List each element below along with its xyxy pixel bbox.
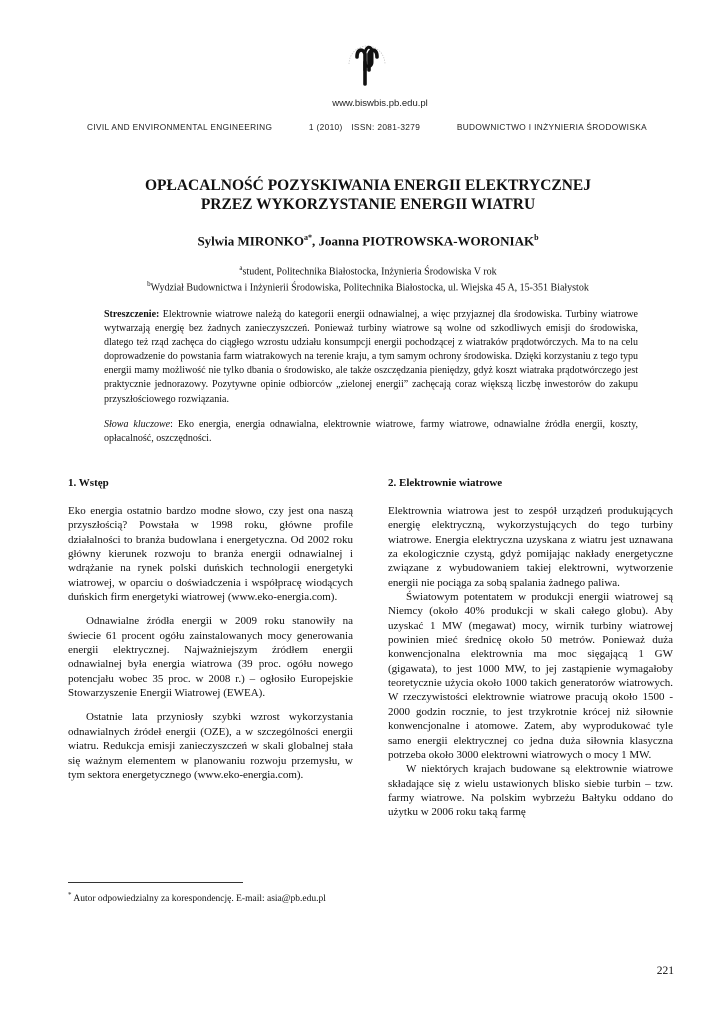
affiliation-a: $^a$student, Politechnika Białostocka, Inżynieria Środowiska V rok <box>239 264 497 278</box>
author-list <box>70 233 666 249</box>
author-1: Sylwia MIRONKO <box>197 233 304 249</box>
footnote <box>68 891 468 904</box>
page-number: 221 <box>656 965 674 977</box>
author-2-mark: b <box>534 233 539 242</box>
journal-url: www.biswbis.pb.edu.pl <box>332 98 428 109</box>
affiliation-b-mark: b <box>147 280 151 289</box>
section-2-paragraph: W niektórych krajach budowane są elektrownie wiatrowe składające się z wielu ustawionych blisko siebie turbin – tzw. farmy wiatrowe. Na polskim wybrzeżu Bałtyku oddano do użytku w 2006 roku taką farmę <box>388 763 673 819</box>
section-2-heading: 2. Elektrownie wiatrowe <box>388 477 503 489</box>
title-line-2: PRZEZ WYKORZYSTANIE ENERGII WIATRU <box>200 196 536 213</box>
footnote-mark: * <box>68 891 72 899</box>
journal-logo-icon <box>336 40 398 92</box>
section-1-paragraph: Ostatnie lata przyniosły szybki wzrost wykorzystania odnawialnych źródeł energii (OZE), a w szczególności energii wiatru. Redukcja emisji zanieczyszczeń w skali globalnej stała się ważnym elementem w planowaniu rozwoju przemysłu, w tym sektora energetycznego (www.eko-energia.com). <box>68 711 353 781</box>
author-separator: , <box>311 233 319 249</box>
section-2-paragraph: Światowym potentatem w produkcji energii wiatrowej są Niemcy (około 40% produkcji w skali całego globu). Aby uzyskać 1 MW (megawat) mocy, wirnik turbiny wiatrowej powinien mieć średnicę około 50 metrów. Ponieważ duża konwencjonalna elektrownia ma moc sięgającą 1 GW (gigawata), to jest 1000 MW, to jej zastąpienie wymagałoby teoretycznie użycia około 1000 takich generatorów wiatrowych. W rzeczywistości elektrownie wiatrowe pracują około 1500 - 2000 godzin rocznie, to jest trzykrotnie krócej niż siłownie konwencjonalne i atomowe. Zatem, aby wyprodukować tyle samo energii elektrycznej co jedna duża siłownia klasyczna potrzeba około 3000 elektrowni wiatrowych o mocy 1 MW. <box>388 591 673 761</box>
section-introduction <box>68 476 353 792</box>
section-wind-plants <box>388 476 673 820</box>
keywords <box>104 418 638 446</box>
section-2-paragraph: Elektrownia wiatrowa jest to zespół urządzeń produkujących energię elektryczną, wykorzystujących do tego turbiny wiatrowe. Energia elektryczna uzyskana z wiatru jest uznawana za ekologicznie czystą, gdyż pomijając nakłady energetyczne związane z wybudowaniem takiej elektrowni, wytworzenie energii nie pociąga za sobą spalania żadnego paliwa. <box>388 505 673 589</box>
affiliation-b: $^b$Wydział Budownictwa i Inżynierii Środowiska, Politechnika Białostocka, ul. Wiejska 45 A, 15-351 Białystok <box>147 280 589 294</box>
footnote-divider <box>68 882 243 883</box>
footnote-text: Autor odpowiedzialny za korespondencję. E-mail: asia@pb.edu.pl <box>71 894 326 905</box>
section-1-paragraph: Odnawialne źródła energii w 2009 roku stanowiły na świecie 61 procent ogółu zainstalowanych mocy generowania energii elektrycznej. Najważniejszym źródłem energii odnawialnej była energia wiatrowa (39 proc. ogółu nowego potencjału wobec 35 proc. w 2008 r.) – ogłosiło Europejskie Stowarzyszenie Energii Wiatrowej (EWEA). <box>68 615 353 700</box>
abstract-text: Elektrownie wiatrowe należą do kategorii energii odnawialnej, a więc przyjaznej dla środowiska. Turbiny wiatrowe wytwarzają energię bez żadnych zanieczyszczeń. Ponieważ turbiny wiatrowe są wolne od szkodliwych emisji do środowiska, dlatego też rząd zachęca do ciągłego wzrostu udziału konsumpcji energii pochodzącej z wiatraków prądotwórczych. Ma to na celu doprowadzenie do powstania farm wiatrakowych na terenie kraju, a tym samym ochrony środowiska. Dzięki korzystaniu z tego typu energii mamy możliwość nie tylko dbania o środowisko, ale także oszczędzania pieniędzy, gdyż koszt wiatraka prądotwórczego jest praktycznie jednorazowy. Pozytywne opinie odbiorców „zielonej energii” zachęcają coraz większą liczbę inwestorów do zakupu przyszłościowego rozwiązania. <box>104 309 638 405</box>
keywords-text: : Eko energia, energia odnawialna, elektrownie wiatrowe, farmy wiatrowe, odnawialne źródła energii, koszty, opłacalność, oszczędności. <box>104 419 638 444</box>
journal-name-pl: BUDOWNICTWO I INŻYNIERIA ŚRODOWISKA <box>456 122 647 132</box>
section-1-paragraph: Eko energia ostatnio bardzo modne słowo, czy jest ona naszą przyszłością? Powstała w 1998 roku, główne profile działalności to branża budowlana i energetyczna. Od 2002 roku główny kierunek rozwoju to branża energii odnawialnej i wdrążanie na rynek polski duńskich technologii energetyki wiatrowej, w oparciu o doświadczenia i współpracę wiodących duńskich firm energetyki wiatrowej (www.eko-energia.com). <box>68 505 353 604</box>
journal-issn: ISSN: 2081-3279 <box>351 122 421 132</box>
section-1-heading: 1. Wstęp <box>68 477 109 489</box>
abstract-label: Streszczenie: <box>104 309 160 320</box>
keywords-label: Słowa kluczowe <box>104 419 171 430</box>
journal-name-en: CIVIL AND ENVIRONMENTAL ENGINEERING <box>87 122 273 132</box>
author-1-mark: a* <box>303 233 312 242</box>
abstract <box>104 308 638 407</box>
journal-issue: 1 (2010) <box>308 122 343 132</box>
title-line-1: OPŁACALNOŚĆ POZYSKIWANIA ENERGII ELEKTRYCZNEJ <box>144 177 592 194</box>
affiliation-a-mark: a <box>239 264 243 272</box>
journal-header-line <box>87 122 647 132</box>
author-2: Joanna PIOTROWSKA-WORONIAK <box>318 233 535 249</box>
affiliations <box>70 262 666 295</box>
paper-title <box>70 176 666 214</box>
